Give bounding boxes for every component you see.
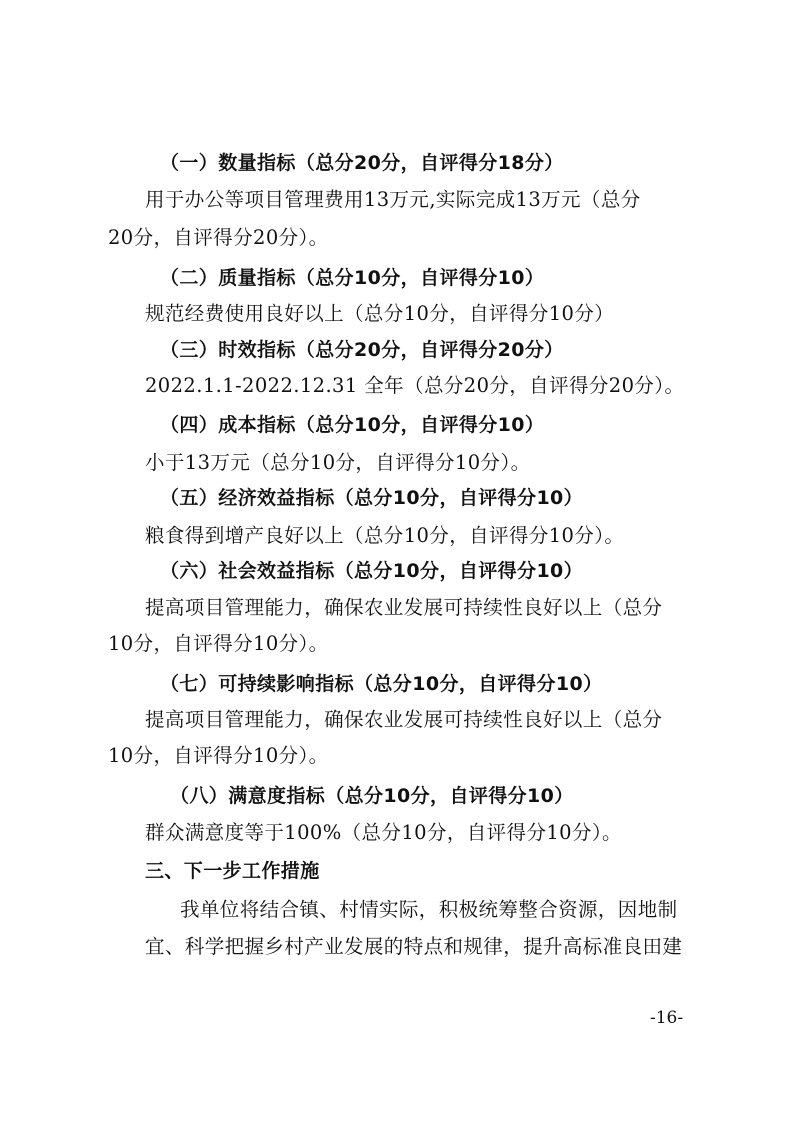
section-7-body-line-1: 提高项目管理能力，确保农业发展可持续性良好以上（总分 <box>145 708 663 731</box>
section-4-body-line-1: 小于13万元（总分10分，自评得分10分）。 <box>145 451 531 474</box>
next-steps-body-line-2: 宜、科学把握乡村产业发展的特点和规律，提升高标准良田建 <box>145 935 683 958</box>
section-3-heading: （三）时效指标（总分20分，自评得分20分） <box>160 339 564 361</box>
section-1-heading: （一）数量指标（总分20分，自评得分18分） <box>160 152 564 174</box>
next-steps-heading: 三、下一步工作措施 <box>145 860 320 882</box>
section-2-body-line-1: 规范经费使用良好以上（总分10分，自评得分10分） <box>145 302 615 325</box>
section-6-heading: （六）社会效益指标（总分10分，自评得分10） <box>160 560 584 582</box>
section-7-heading: （七）可持续影响指标（总分10分，自评得分10） <box>160 673 603 695</box>
section-8-heading: （八）满意度指标（总分10分，自评得分10） <box>170 785 574 807</box>
section-2-heading: （二）质量指标（总分10分，自评得分10） <box>160 267 545 289</box>
page-number: -16- <box>650 1008 684 1028</box>
section-1-body-line-2: 20分，自评得分20分）。 <box>108 226 329 249</box>
section-7-body-line-2: 10分，自评得分10分）。 <box>108 744 329 767</box>
section-4-heading: （四）成本指标（总分10分，自评得分10） <box>160 414 545 436</box>
section-5-body-line-1: 粮食得到增产良好以上（总分10分，自评得分10分）。 <box>145 524 625 547</box>
section-8-body-line-1: 群众满意度等于100%（总分10分，自评得分10分）。 <box>145 821 622 844</box>
section-6-body-line-1: 提高项目管理能力，确保农业发展可持续性良好以上（总分 <box>145 596 663 619</box>
section-3-body-line-1: 2022.1.1-2022.12.31 全年（总分20分，自评得分20分）。 <box>145 374 685 397</box>
next-steps-body-line-1: 我单位将结合镇、村情实际，积极统筹整合资源，因地制 <box>180 898 678 921</box>
section-1-body-line-1: 用于办公等项目管理费用13万元,实际完成13万元（总分 <box>145 188 641 211</box>
section-5-heading: （五）经济效益指标（总分10分，自评得分10） <box>160 487 584 509</box>
section-6-body-line-2: 10分，自评得分10分）。 <box>108 632 329 655</box>
